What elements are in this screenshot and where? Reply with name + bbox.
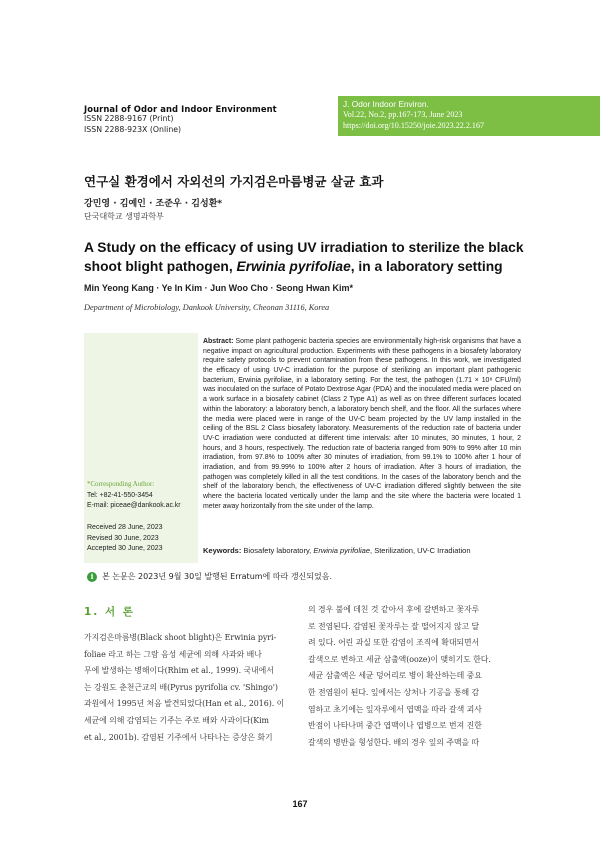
volume-info: Vol.22, No.2, pp.167-173, June 2023: [343, 109, 463, 119]
text-line: 로 전염된다. 감염된 꽃자루는 잘 떨어지지 않고 달: [308, 621, 480, 631]
corresponding-label: *Corresponding Author:: [87, 481, 155, 488]
text-line: 과원에서 1995년 처음 발견되었다(Han et al., 2016). 이: [84, 699, 285, 709]
page-number: 167: [292, 799, 308, 809]
corresponding-email[interactable]: E-mail: piceae@dankook.ac.kr: [87, 502, 181, 509]
keywords: [203, 546, 471, 555]
text-line: et al., 2001b). 감염된 기주에서 나타나는 증상은 화기: [84, 732, 273, 742]
corresponding-tel: Tel: +82-41-550-3454: [87, 491, 153, 499]
journal-header: [84, 104, 339, 135]
text-line: foliae 라고 하는 그람 음성 세균에 의해 사과와 배나: [84, 649, 262, 659]
text-line: 의 경우 불에 데친 것 같아서 후에 갈변하고 꽃자루: [308, 605, 480, 614]
erratum-notice: [87, 571, 332, 582]
keywords-after: , Sterilization, UV-C Irradiation: [370, 546, 471, 555]
english-affiliation: Department of Microbiology, Dankook University, Cheonan 31116, Korea: [84, 303, 330, 312]
text-line: 려 있다. 어린 과실 또한 감염이 조직에 확대되면서: [308, 638, 480, 648]
text-line: 한 전염원이 된다. 잎에서는 상처나 기공을 통해 감: [308, 687, 480, 697]
date-accepted: Accepted 30 June, 2023: [87, 545, 163, 552]
erratum-text: 본 논문은 2023년 9월 30일 발행된 Erratum에 따라 갱신되었음.: [102, 572, 333, 581]
korean-affiliation: 단국대학교 생명과학부: [84, 212, 164, 221]
title-part2: , in a laboratory setting: [350, 258, 503, 274]
korean-authors: 강민영 · 김예인 · 조준우 · 김성환*: [84, 199, 223, 209]
date-revised: Revised 30 June, 2023: [87, 534, 159, 542]
text-line: 갈색으로 변하고 세균 삼출액(ooze)이 맺히기도 한다.: [308, 654, 491, 664]
english-authors: Min Yeong Kang · Ye In Kim · Jun Woo Cho · Seong Hwan Kim*: [84, 283, 354, 293]
text-line: 무에 발생하는 병해이다(Rhim et al., 1999). 국내에서: [84, 666, 274, 676]
text-line: 반점이 나타나며 중간 엽맥이나 엽병으로 번져 진한: [308, 721, 482, 731]
journal-name: Journal of Odor and Indoor Environment: [84, 104, 277, 114]
corresponding-author: [87, 480, 197, 512]
section-heading: 1. 서 론: [84, 606, 135, 618]
text-line: 는 강원도 춘천근교의 배(Pyrus pyrifolia cv. 'Shingo'): [84, 682, 278, 692]
keywords-label: Keywords:: [203, 546, 242, 555]
text-line: 세균 삼출액은 세균 덩어리로 병이 확산하는데 중요: [308, 671, 482, 681]
intro-column-right: [308, 602, 523, 751]
keywords-before: Biosafety laboratory,: [241, 546, 314, 555]
english-title: [84, 239, 524, 276]
info-icon: i: [87, 572, 97, 582]
journal-citation-band: [338, 96, 600, 136]
title-part1: A Study on the efficacy of using UV irradiation to sterilize the black shoot blight pathogen,: [84, 240, 524, 274]
date-received: Received 28 June, 2023: [87, 524, 163, 531]
title-species: Erwinia pyrifoliae: [236, 258, 351, 274]
issn-online: ISSN 2288-923X (Online): [84, 124, 182, 134]
abstract: [203, 337, 521, 511]
text-line: 염하고 초기에는 잎자루에서 엽맥을 따라 갈색 괴사: [308, 704, 482, 714]
text-line: 세균에 의해 감염되는 기주는 주로 배와 사과이다(Kim: [84, 715, 269, 725]
text-line: 가지검은마름병(Black shoot blight)은 Erwinia pyri-: [84, 633, 277, 642]
intro-column-left: [84, 630, 294, 746]
article-dates: [87, 523, 197, 555]
abstract-label: Abstract:: [203, 338, 234, 345]
keywords-species: Erwinia pyrifoliae: [313, 546, 371, 555]
text-line: 갈색의 병반을 형성한다. 배의 경우 잎의 주맥을 따: [308, 737, 480, 747]
korean-title: 연구실 환경에서 자외선의 가지검은마름병균 살균 효과: [84, 174, 384, 189]
issn-print: ISSN 2288-9167 (Print): [84, 114, 174, 123]
abstract-text: Some plant pathogenic bacteria species are environmentally high-risk organisms that have a negative impact on agricultural production. Experiments with these pathogens in a biosafety laboratory require safety protocols to prevent contamination from these pathogens. In this work, we investigated the efficacy of using UV-C irradiation for the purpose of sterilizing an important plant pathogenic bacterium, Erwinia pyrifoliae, in a laboratory setting. For the test, the pathogen (1.71 × 10⁸ CFU/ml) was inoculated on the surface of Potato Dextrose Agar (PDA) and the inoculated media were placed on a work surface in a biosafety cabinet (Class 2 Type A1) as well as on three different surfaces located within the laboratory: a laboratory bench, a laboratory bench shelf, and the floor. All the surfaces where the media were placed were in range of the UV-C beam projected by the UV lamp installed in the ceiling of the BSL 2 Class biosafety laboratory. Measurements of the reduction rate of bacteria under UV-C irradiation were conducted at different time intervals: after 10 minutes, 30 minutes, 1 hour, 2 hours, and 3 hours, respectively. The reduction rate of bacteria ranged from 90% to 99% after 10 min irradiation, from 97.8% to 100% after 30 minutes of irradiation, from 99.1% to 100% after 1 hour of irradiation, and from 99.99% to 100% after 2 hours of irradiation. After 3 hours of irradiation, the pathogen was completely killed in all the test conditions. In the cases of the laboratory bench and the shelf of the laboratory bench, the effectiveness of UV-C irradiation differed slightly between the site where the bacteria located vertically under the lamp and the site where the bacteria were located 1 meter away horizontally from the site under of the lamp.: [203, 338, 521, 510]
doi-link[interactable]: https://doi.org/10.15250/joie.2023.22.2.167: [343, 120, 485, 130]
journal-abbreviation: J. Odor Indoor Environ.: [343, 99, 429, 109]
